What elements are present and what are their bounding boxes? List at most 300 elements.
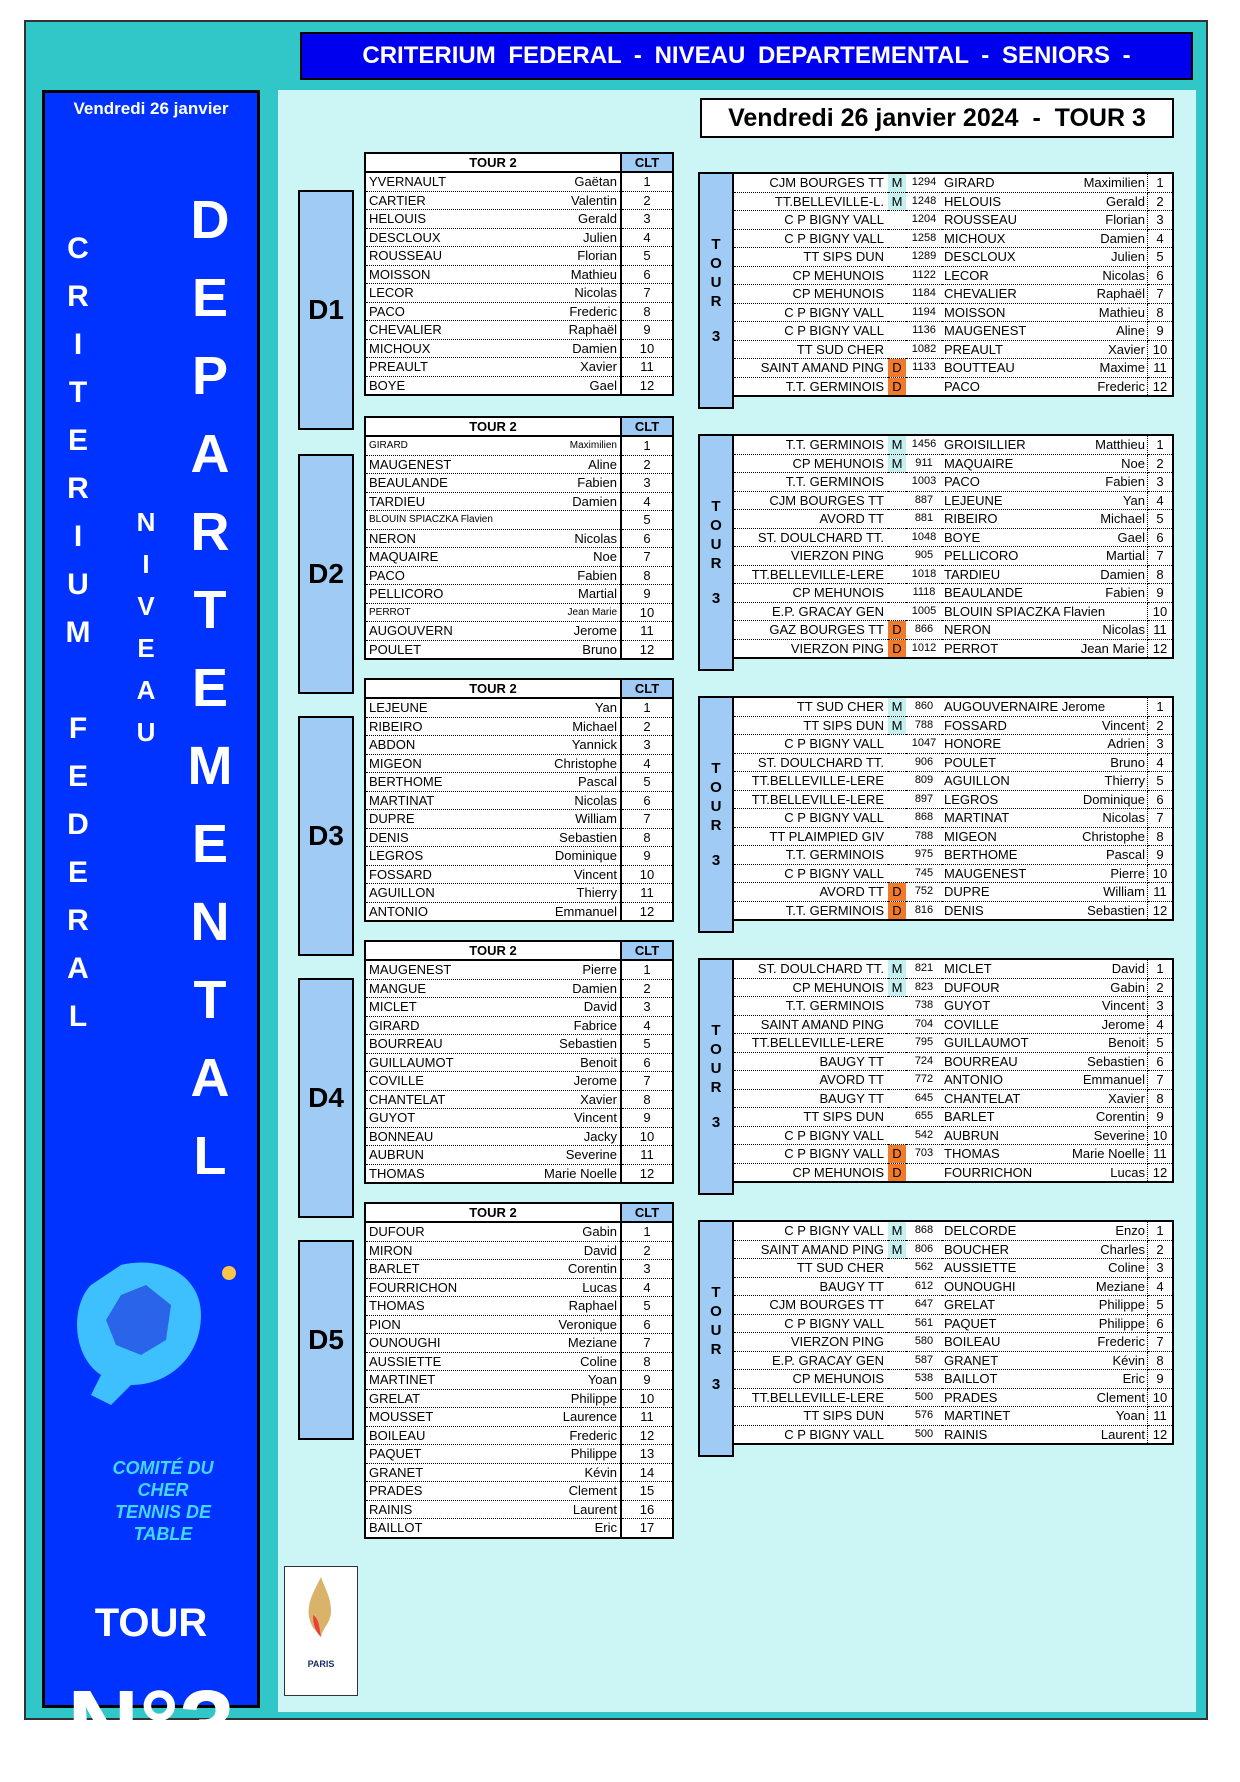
club-cell: ST. DOULCHARD TT.: [733, 753, 888, 772]
player-name-cell: [365, 717, 621, 736]
player-name-cell: [365, 847, 621, 866]
ranking-cell: 10: [1148, 602, 1174, 621]
ranking-cell: 5: [621, 1035, 673, 1054]
vertical-letter: L: [193, 1126, 227, 1186]
tour2-header: TOUR 2: [365, 153, 621, 172]
table-row: [733, 827, 1173, 846]
player-first-name: Philippe: [570, 1446, 617, 1462]
table-row: [365, 622, 673, 641]
ranking-cell: 11: [621, 884, 673, 903]
table-row: [365, 1371, 673, 1390]
table-row: [365, 339, 673, 358]
player-first-name: Laurence: [562, 1409, 617, 1425]
player-name-cell: [942, 248, 1148, 267]
tour-label: TOUR: [94, 1601, 208, 1645]
player-last-name: MICLET: [369, 999, 417, 1015]
ranking-cell: 5: [1148, 248, 1174, 267]
player-first-name: Thierry: [576, 885, 617, 901]
player-first-name: Nicolas: [574, 285, 617, 301]
player-last-name: NERON: [369, 530, 416, 546]
ranking-cell: 1: [621, 436, 673, 455]
table-row: [365, 358, 673, 377]
table-row: [733, 1163, 1173, 1182]
player-last-name: ROUSSEAU: [944, 212, 1017, 228]
player-name-cell: [365, 884, 621, 903]
ranking-cell: 10: [1148, 340, 1174, 359]
ranking-cell: 4: [1148, 753, 1174, 772]
club-cell: TT SUD CHER: [733, 697, 888, 716]
player-last-name: GRANET: [944, 1352, 999, 1368]
points-cell: 809: [906, 772, 942, 791]
player-last-name: BOURREAU: [369, 1036, 443, 1052]
ranking-cell: 6: [1148, 266, 1174, 285]
player-last-name: RIBEIRO: [944, 511, 998, 527]
move-indicator-cell: [888, 1108, 906, 1127]
tour3-table: [732, 434, 1174, 659]
player-name-cell: [365, 566, 621, 585]
ranking-cell: 10: [621, 1389, 673, 1408]
table-row: [365, 1241, 673, 1260]
player-name-cell: [942, 602, 1148, 621]
ranking-cell: 10: [1148, 864, 1174, 883]
player-name-cell: [365, 529, 621, 548]
player-first-name: Frederic: [569, 303, 617, 319]
points-cell: 562: [906, 1259, 942, 1278]
move-indicator-cell: [888, 1259, 906, 1278]
player-name-cell: [942, 1163, 1148, 1182]
player-last-name: DUFOUR: [944, 979, 1000, 995]
player-last-name: MIGEON: [944, 828, 997, 844]
points-cell: 576: [906, 1407, 942, 1426]
player-name-cell: [942, 340, 1148, 359]
player-last-name: LEJEUNE: [944, 492, 1003, 508]
player-first-name: Pascal: [577, 774, 617, 790]
player-name-cell: [365, 585, 621, 604]
move-indicator-cell: [888, 1314, 906, 1333]
player-last-name: GIRARD: [944, 175, 995, 191]
vertical-letter: E: [191, 658, 229, 718]
table-row: [733, 173, 1173, 192]
tour2-table: [364, 1202, 674, 1539]
points-cell: 821: [906, 959, 942, 978]
player-first-name: William: [575, 811, 617, 827]
ranking-cell: 8: [621, 302, 673, 321]
club-cell: BAUGY TT: [733, 1277, 888, 1296]
player-first-name: Fabrice: [573, 1017, 617, 1033]
table-row: [733, 1277, 1173, 1296]
move-indicator-cell: [888, 772, 906, 791]
club-cell: AVORD TT: [733, 883, 888, 902]
player-last-name: GRANET: [369, 1464, 424, 1480]
table-row: [365, 865, 673, 884]
move-indicator-cell: [888, 1388, 906, 1407]
club-cell: C P BIGNY VALL: [733, 864, 888, 883]
player-first-name: Xavier: [1108, 1090, 1145, 1106]
table-row: [733, 697, 1173, 716]
player-first-name: Frederic: [1097, 378, 1145, 394]
player-first-name: Dominique: [1082, 791, 1145, 807]
player-first-name: Jean Marie: [567, 606, 617, 618]
player-name-cell: [942, 1071, 1148, 1090]
table-row: [733, 266, 1173, 285]
table-row: [365, 1297, 673, 1316]
player-last-name: GUILLAUMOT: [369, 1054, 454, 1070]
player-last-name: MOISSON: [944, 304, 1006, 320]
tour3-table: [732, 958, 1174, 1183]
tour3-table: [732, 696, 1174, 921]
table-row: [365, 492, 673, 511]
player-name-cell: [365, 1053, 621, 1072]
vertical-letter: I: [73, 328, 83, 361]
tour3-letter: T: [711, 236, 721, 254]
points-cell: 1118: [906, 584, 942, 603]
ranking-cell: 9: [621, 585, 673, 604]
move-indicator-cell: M: [888, 454, 906, 473]
player-first-name: Clement: [568, 1483, 617, 1499]
player-first-name: Valentin: [570, 192, 617, 208]
vertical-letter: T: [193, 970, 227, 1030]
player-name-cell: [942, 959, 1148, 978]
points-cell: 1456: [906, 435, 942, 454]
ranking-cell: 6: [621, 265, 673, 284]
move-indicator-cell: D: [888, 901, 906, 920]
ranking-cell: 4: [1148, 229, 1174, 248]
club-cell: VIERZON PING: [733, 1333, 888, 1352]
tour3-letter: U: [710, 274, 722, 292]
points-cell: 1194: [906, 303, 942, 322]
tour3-side-label: [698, 958, 734, 1195]
table-row: [733, 1370, 1173, 1389]
player-name-cell: [365, 1222, 621, 1241]
club-cell: GAZ BOURGES TT: [733, 621, 888, 640]
player-first-name: Severine: [1093, 1127, 1145, 1143]
table-row: [733, 1034, 1173, 1053]
player-last-name: LEGROS: [369, 848, 424, 864]
player-name-cell: [942, 565, 1148, 584]
player-name-cell: [942, 1126, 1148, 1145]
club-cell: CJM BOURGES TT: [733, 491, 888, 510]
ranking-cell: 9: [621, 1109, 673, 1128]
points-cell: 580: [906, 1333, 942, 1352]
table-row: [733, 584, 1173, 603]
player-name-cell: [942, 1370, 1148, 1389]
club-cell: C P BIGNY VALL: [733, 1425, 888, 1444]
player-last-name: LECOR: [369, 285, 414, 301]
ranking-cell: 3: [621, 736, 673, 755]
table-row: [733, 846, 1173, 865]
move-indicator-cell: [888, 1052, 906, 1071]
tour3-letter: U: [710, 536, 722, 554]
tour3-letter: 3: [711, 590, 721, 608]
player-first-name: Yoan: [1115, 1408, 1145, 1424]
ranking-cell: 1: [1148, 1221, 1174, 1240]
player-last-name: GRELAT: [369, 1390, 421, 1406]
ranking-cell: 9: [1148, 584, 1174, 603]
table-row: [365, 640, 673, 659]
table-row: [733, 229, 1173, 248]
player-last-name: PACO: [944, 474, 980, 490]
player-name-cell: [365, 865, 621, 884]
move-indicator-cell: [888, 1351, 906, 1370]
player-first-name: Lucas: [1110, 1164, 1145, 1180]
move-indicator-cell: [888, 565, 906, 584]
player-name-cell: [942, 1351, 1148, 1370]
vertical-letter: M: [65, 616, 91, 649]
tour3-letter: R: [710, 1341, 722, 1359]
player-last-name: NERON: [944, 622, 991, 638]
player-last-name: PACO: [369, 567, 405, 583]
player-name-cell: [365, 436, 621, 455]
player-first-name: Jerome: [573, 623, 617, 639]
points-cell: 1003: [906, 473, 942, 492]
points-cell: 752: [906, 883, 942, 902]
vertical-letter: C: [67, 232, 89, 265]
tour3-table: [732, 172, 1174, 397]
tour2-table: [364, 678, 674, 922]
player-last-name: HELOUIS: [944, 193, 1002, 209]
table-row: [733, 565, 1173, 584]
tour3-letter: O: [710, 1041, 722, 1059]
club-cell: T.T. GERMINOIS: [733, 901, 888, 920]
ranking-cell: 3: [1148, 997, 1174, 1016]
table-row: [365, 548, 673, 567]
move-indicator-cell: D: [888, 639, 906, 658]
ranking-cell: 7: [621, 1334, 673, 1353]
player-first-name: Emmanuel: [554, 903, 617, 919]
table-row: [365, 210, 673, 229]
player-first-name: Raphaël: [568, 322, 617, 338]
tour3-side-label: [698, 172, 734, 409]
player-last-name: GUYOT: [369, 1110, 416, 1126]
title-banner: CRITERIUM FEDERAL - NIVEAU DEPARTEMENTAL - SENIORS -: [300, 32, 1193, 80]
player-name-cell: [942, 978, 1148, 997]
player-first-name: Florian: [1105, 212, 1145, 228]
ranking-cell: 9: [1148, 1370, 1174, 1389]
vertical-letter: D: [190, 190, 230, 250]
player-last-name: PELLICORO: [944, 548, 1019, 564]
player-name-cell: [942, 266, 1148, 285]
player-first-name: Jacky: [583, 1128, 617, 1144]
ranking-cell: 6: [621, 1053, 673, 1072]
player-name-cell: [942, 528, 1148, 547]
tour2-table: [364, 152, 674, 396]
table-row: [365, 436, 673, 455]
ranking-cell: 17: [621, 1519, 673, 1538]
player-last-name: MAQUAIRE: [944, 455, 1014, 471]
player-first-name: Bruno: [1110, 754, 1145, 770]
vertical-letter: U: [67, 568, 89, 601]
ranking-cell: 2: [621, 717, 673, 736]
player-first-name: Gerald: [1105, 193, 1145, 209]
player-name-cell: [942, 473, 1148, 492]
ranking-cell: 13: [621, 1445, 673, 1464]
table-row: [733, 510, 1173, 529]
club-cell: C P BIGNY VALL: [733, 1145, 888, 1164]
points-cell: 538: [906, 1370, 942, 1389]
move-indicator-cell: M: [888, 959, 906, 978]
table-row: [365, 717, 673, 736]
player-name-cell: [365, 376, 621, 395]
ranking-cell: 9: [621, 847, 673, 866]
points-cell: 806: [906, 1240, 942, 1259]
player-last-name: THOMAS: [369, 1165, 425, 1181]
player-name-cell: [365, 474, 621, 493]
table-row: [365, 698, 673, 717]
vertical-letter: E: [137, 633, 155, 663]
player-last-name: COVILLE: [369, 1073, 424, 1089]
player-last-name: AUGOUVERNAIRE Jerome: [944, 699, 1106, 715]
player-name-cell: [365, 1109, 621, 1128]
table-row: [733, 1351, 1173, 1370]
club-cell: TT PLAIMPIED GIV: [733, 827, 888, 846]
club-cell: CP MEHUNOIS: [733, 1163, 888, 1182]
player-first-name: Nicolas: [1102, 810, 1145, 826]
tour3-letter: U: [710, 1322, 722, 1340]
points-cell: 1018: [906, 565, 942, 584]
ranking-cell: 7: [1148, 1071, 1174, 1090]
club-cell: VIERZON PING: [733, 639, 888, 658]
player-last-name: FOSSARD: [369, 866, 432, 882]
player-last-name: ROUSSEAU: [369, 248, 442, 264]
player-name-cell: [365, 1445, 621, 1464]
ranking-cell: 8: [1148, 565, 1174, 584]
points-cell: 542: [906, 1126, 942, 1145]
player-name-cell: [365, 1297, 621, 1316]
points-cell: 1122: [906, 266, 942, 285]
vertical-letter: E: [67, 856, 88, 889]
player-name-cell: [365, 247, 621, 266]
player-first-name: Coline: [580, 1353, 617, 1369]
player-first-name: Damien: [572, 340, 617, 356]
ranking-cell: 2: [1148, 454, 1174, 473]
club-cell: C P BIGNY VALL: [733, 1221, 888, 1240]
player-name-cell: [942, 1333, 1148, 1352]
table-row: [365, 1146, 673, 1165]
vertical-letter: A: [67, 952, 89, 985]
tour3-letter: U: [710, 798, 722, 816]
player-last-name: RIBEIRO: [369, 718, 423, 734]
points-cell: [906, 1163, 942, 1182]
player-name-cell: [942, 809, 1148, 828]
player-first-name: Sebastien: [559, 829, 617, 845]
move-indicator-cell: M: [888, 192, 906, 211]
ranking-cell: 11: [1148, 1145, 1174, 1164]
ranking-cell: 3: [621, 210, 673, 229]
vertical-letter: F: [68, 712, 88, 745]
points-cell: 887: [906, 491, 942, 510]
table-row: [733, 809, 1173, 828]
paris-label: PARIS: [307, 1659, 335, 1669]
table-row: [365, 1482, 673, 1501]
club-cell: T.T. GERMINOIS: [733, 377, 888, 396]
tour3-table: [732, 1220, 1174, 1445]
player-first-name: Eric: [1122, 1371, 1145, 1387]
ranking-cell: 1: [1148, 959, 1174, 978]
ranking-cell: 6: [1148, 1314, 1174, 1333]
player-first-name: Benoit: [580, 1054, 617, 1070]
table-row: [365, 265, 673, 284]
paris-2024-logo: [284, 1566, 358, 1696]
player-first-name: Philippe: [1098, 1315, 1145, 1331]
division-label-d1: D1: [298, 190, 354, 430]
move-indicator-cell: M: [888, 978, 906, 997]
ranking-cell: 1: [621, 960, 673, 979]
table-row: [365, 736, 673, 755]
player-last-name: BONNEAU: [369, 1128, 434, 1144]
move-indicator-cell: [888, 753, 906, 772]
player-last-name: PAQUET: [944, 1315, 997, 1331]
ranking-cell: 5: [621, 511, 673, 530]
player-first-name: Dominique: [554, 848, 617, 864]
points-cell: 788: [906, 716, 942, 735]
tour3-letter: R: [710, 817, 722, 835]
club-cell: TT.BELLEVILLE-LERE: [733, 565, 888, 584]
player-first-name: Gabin: [1110, 979, 1145, 995]
player-last-name: MAQUAIRE: [369, 549, 439, 565]
division-label-d2: D2: [298, 454, 354, 694]
player-last-name: PREAULT: [944, 341, 1003, 357]
tour2-header: TOUR 2: [365, 1203, 621, 1222]
player-name-cell: [942, 211, 1148, 230]
points-cell: 795: [906, 1034, 942, 1053]
player-first-name: Maximilien: [1083, 175, 1145, 191]
player-first-name: Xavier: [1108, 341, 1145, 357]
player-last-name: ABDON: [369, 737, 416, 753]
tour3-letter: R: [710, 1079, 722, 1097]
player-name-cell: [942, 1407, 1148, 1426]
table-row: [365, 247, 673, 266]
points-cell: 612: [906, 1277, 942, 1296]
ranking-cell: 2: [621, 979, 673, 998]
move-indicator-cell: [888, 602, 906, 621]
player-name-cell: [942, 1388, 1148, 1407]
player-last-name: BOILEAU: [369, 1427, 426, 1443]
player-last-name: AUSSIETTE: [369, 1353, 442, 1369]
points-cell: 647: [906, 1296, 942, 1315]
move-indicator-cell: [888, 547, 906, 566]
club-cell: C P BIGNY VALL: [733, 322, 888, 341]
player-first-name: Jean Marie: [1080, 640, 1145, 656]
player-name-cell: [365, 960, 621, 979]
ranking-cell: 6: [621, 791, 673, 810]
points-cell: 645: [906, 1089, 942, 1108]
player-first-name: Frederic: [1097, 1334, 1145, 1350]
ranking-cell: 8: [621, 566, 673, 585]
tour3-letter: R: [710, 555, 722, 573]
ranking-cell: 5: [621, 773, 673, 792]
vertical-letter: T: [68, 376, 88, 409]
vertical-letter: N: [190, 892, 230, 952]
table-row: [733, 473, 1173, 492]
move-indicator-cell: D: [888, 359, 906, 378]
club-cell: CP MEHUNOIS: [733, 285, 888, 304]
points-cell: 866: [906, 621, 942, 640]
player-name-cell: [942, 1015, 1148, 1034]
move-indicator-cell: [888, 322, 906, 341]
ranking-cell: 6: [621, 1315, 673, 1334]
points-cell: [906, 377, 942, 396]
player-first-name: Vincent: [573, 866, 617, 882]
points-cell: 1133: [906, 359, 942, 378]
tour3-letter: T: [711, 1284, 721, 1302]
player-last-name: DESCLOUX: [944, 249, 1016, 265]
ranking-cell: 11: [1148, 883, 1174, 902]
player-name-cell: [365, 1146, 621, 1165]
ranking-cell: 4: [621, 754, 673, 773]
ranking-cell: 3: [621, 1260, 673, 1279]
player-first-name: Philippe: [1098, 1297, 1145, 1313]
player-name-cell: [942, 322, 1148, 341]
